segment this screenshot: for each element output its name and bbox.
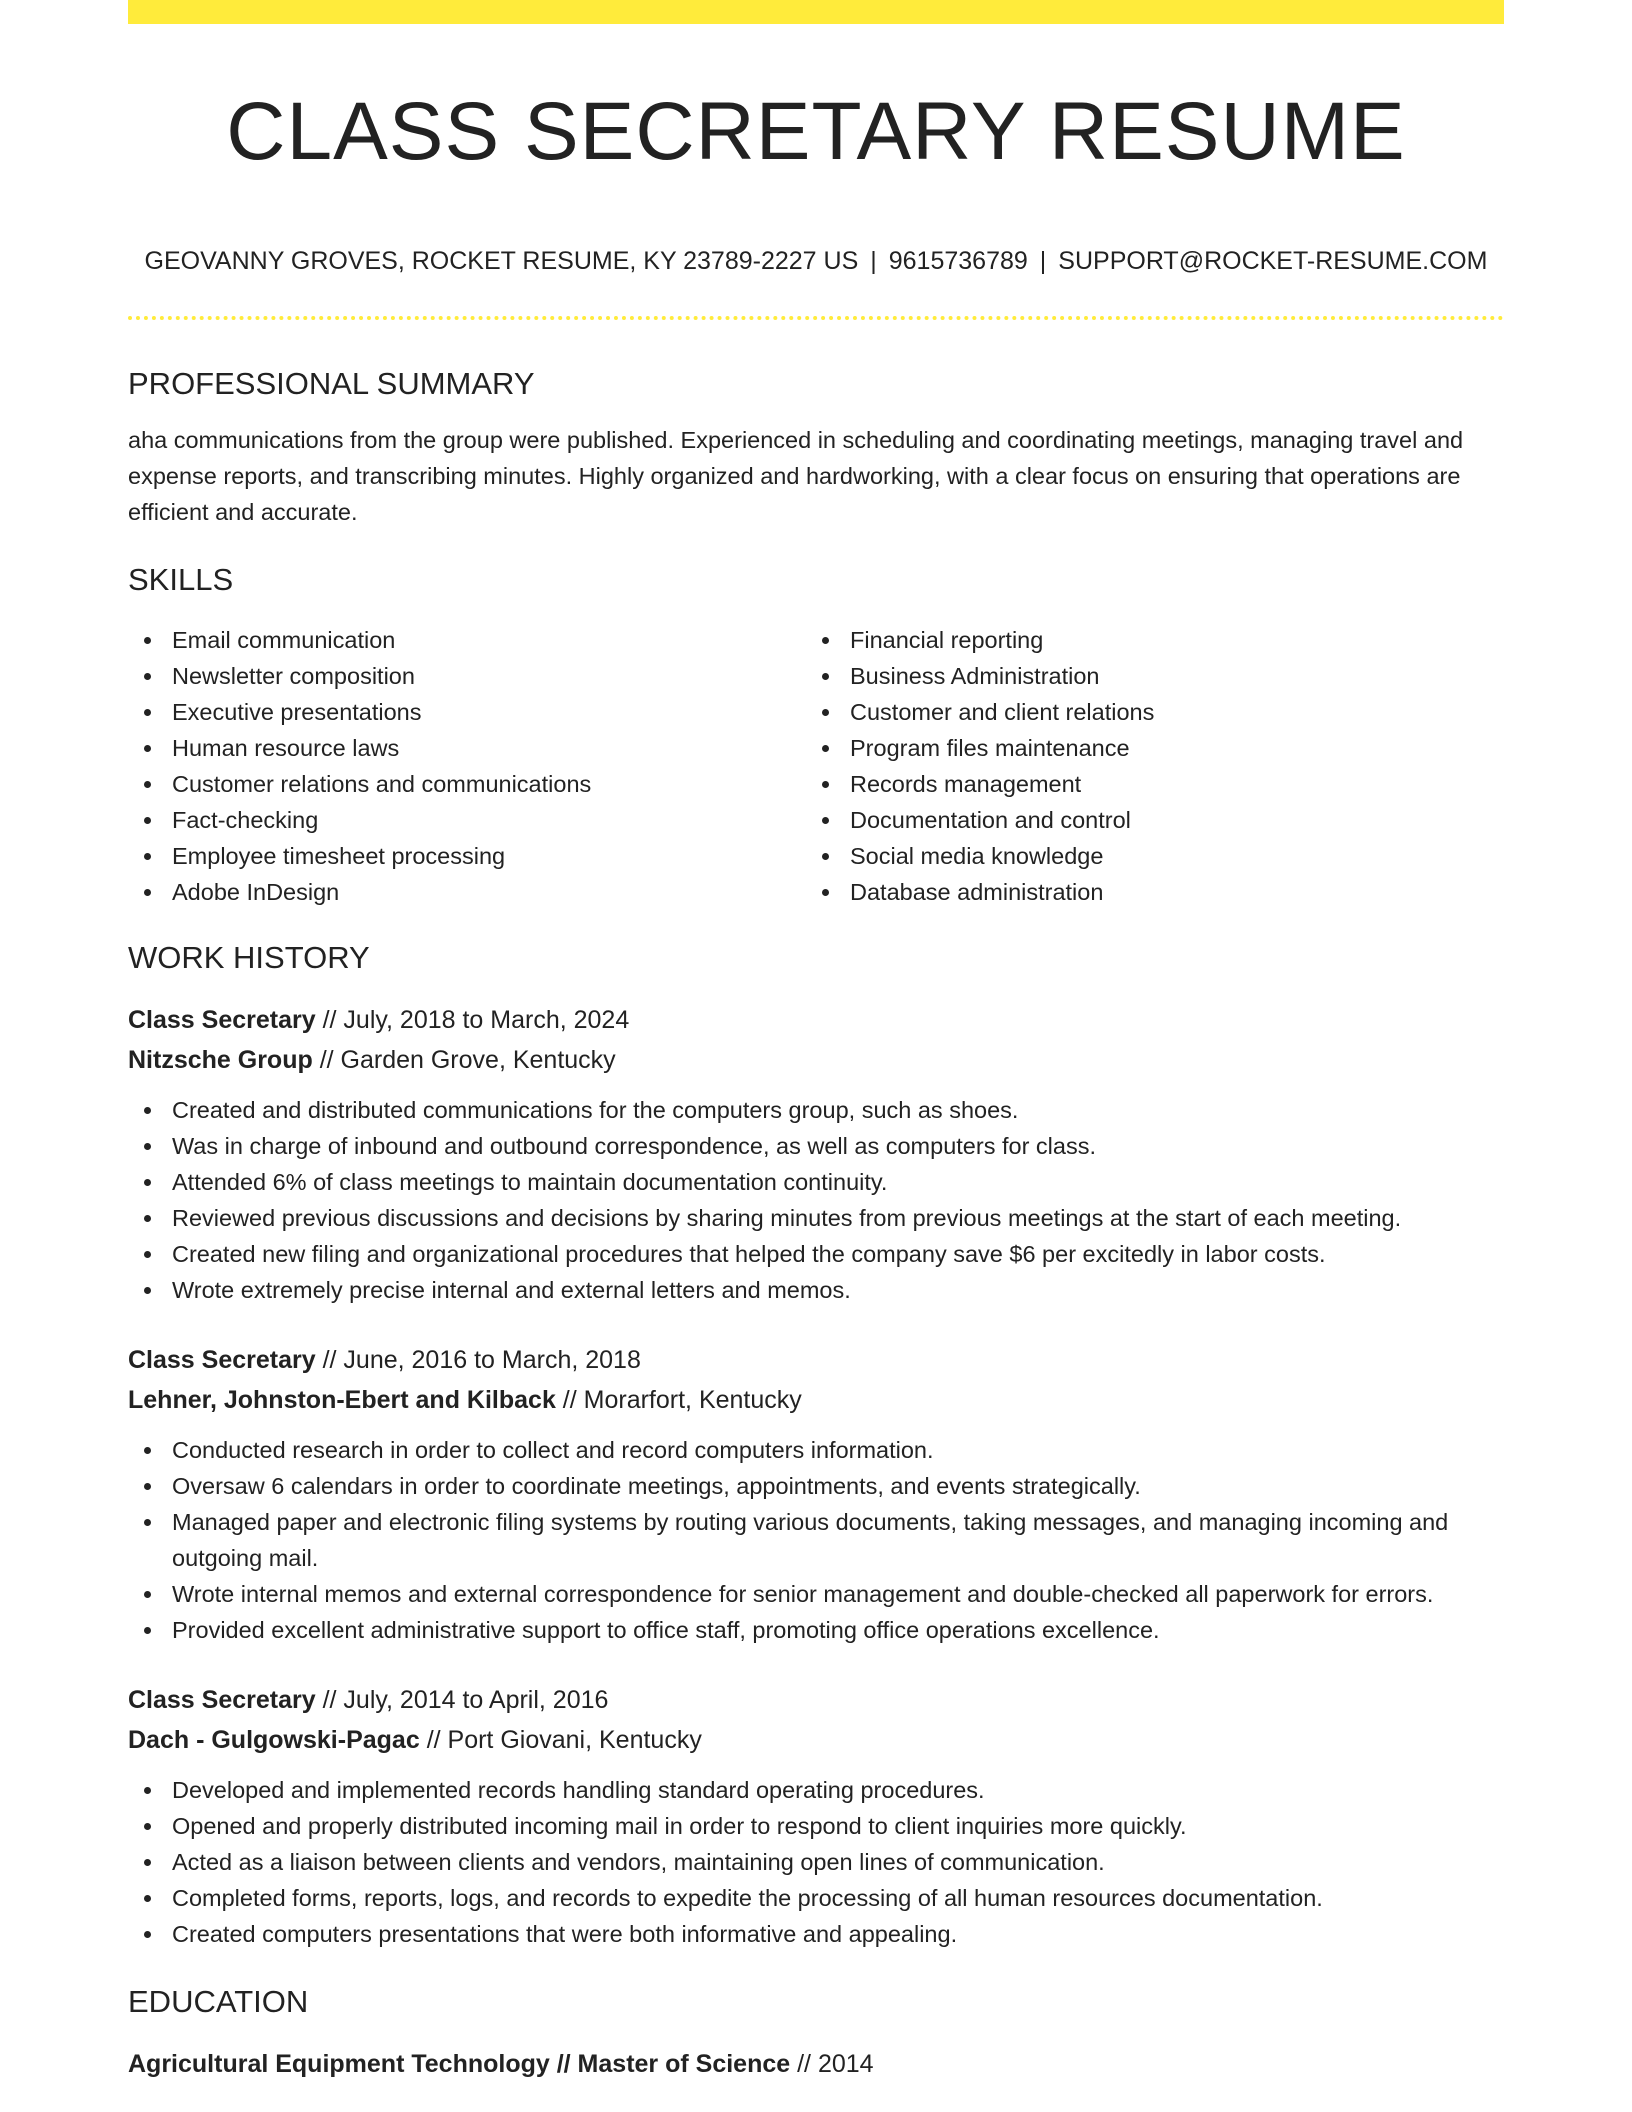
skill-item: Customer and client relations <box>806 694 1504 730</box>
job-duty: Managed paper and electronic filing systems by routing various documents, taking messages, and managing incoming and outgoing mail. <box>128 1504 1504 1576</box>
job-location: // Port Giovani, Kentucky <box>419 1726 702 1754</box>
contact-line <box>128 246 1504 276</box>
job-duty: Developed and implemented records handling standard operating procedures. <box>128 1772 1504 1808</box>
skill-item: Business Administration <box>806 658 1504 694</box>
job-duty: Opened and properly distributed incoming mail in order to respond to client inquiries more quickly. <box>128 1808 1504 1844</box>
job-duty: Created and distributed communications for the computers group, such as shoes. <box>128 1092 1504 1128</box>
skill-item: Human resource laws <box>128 730 806 766</box>
job-duty: Wrote internal memos and external correspondence for senior management and double-checked all paperwork for errors. <box>128 1576 1504 1612</box>
job-title: Class Secretary <box>128 1006 316 1034</box>
job-duty: Reviewed previous discussions and decisions by sharing minutes from previous meetings at the start of each meeting. <box>128 1200 1504 1236</box>
job-location: // Morarfort, Kentucky <box>555 1386 802 1414</box>
skill-item: Social media knowledge <box>806 838 1504 874</box>
job-duty: Created computers presentations that were both informative and appealing. <box>128 1916 1504 1952</box>
education-year: // 2014 <box>790 2050 874 2078</box>
resume-title: CLASS SECRETARY RESUME <box>226 86 1406 177</box>
job-dates: // July, 2018 to March, 2024 <box>315 1006 630 1034</box>
skills-heading: SKILLS <box>128 562 234 597</box>
job-location: // Garden Grove, Kentucky <box>312 1046 616 1074</box>
job-company: Nitzsche Group <box>128 1046 313 1074</box>
dotted-divider <box>128 316 1504 320</box>
summary-text: aha communications from the group were published. Experienced in scheduling and coordinating meetings, managing travel and expense reports, and transcribing minutes. Highly organized and hardworking, with a clear focus on ensuring that operations are efficient and accurate. <box>128 427 1464 525</box>
education-heading: EDUCATION <box>128 1984 309 2019</box>
job-duty: Conducted research in order to collect and record computers information. <box>128 1432 1504 1468</box>
job-entry <box>128 1340 1504 1648</box>
summary-heading: PROFESSIONAL SUMMARY <box>128 366 535 401</box>
job-duty: Acted as a liaison between clients and vendors, maintaining open lines of communication. <box>128 1844 1504 1880</box>
contact-address: GEOVANNY GROVES, ROCKET RESUME, KY 23789-2227 US <box>144 247 859 275</box>
contact-email[interactable]: SUPPORT@ROCKET-RESUME.COM <box>1058 247 1488 275</box>
job-company-line <box>128 1040 1504 1080</box>
job-duties <box>128 1432 1504 1648</box>
job-duty: Oversaw 6 calendars in order to coordinate meetings, appointments, and events strategically. <box>128 1468 1504 1504</box>
skill-item: Email communication <box>128 622 806 658</box>
skill-item: Employee timesheet processing <box>128 838 806 874</box>
contact-separator: | <box>1039 247 1047 275</box>
skill-item: Customer relations and communications <box>128 766 806 802</box>
job-dates: // July, 2014 to April, 2016 <box>315 1686 609 1714</box>
job-title-line <box>128 1000 1504 1040</box>
job-company-line <box>128 1380 1504 1420</box>
skills-column-right <box>806 622 1504 910</box>
skill-item: Adobe InDesign <box>128 874 806 910</box>
education-degree: Agricultural Equipment Technology // Master of Science <box>128 2050 791 2078</box>
skill-item: Database administration <box>806 874 1504 910</box>
job-duties <box>128 1772 1504 1952</box>
top-accent-bar <box>128 0 1504 24</box>
skill-item: Records management <box>806 766 1504 802</box>
job-entry <box>128 1000 1504 1308</box>
skill-item: Fact-checking <box>128 802 806 838</box>
job-title: Class Secretary <box>128 1686 316 1714</box>
job-title-line <box>128 1340 1504 1380</box>
job-company: Lehner, Johnston-Ebert and Kilback <box>128 1386 556 1414</box>
job-title-line <box>128 1680 1504 1720</box>
job-duty: Wrote extremely precise internal and external letters and memos. <box>128 1272 1504 1308</box>
skill-item: Newsletter composition <box>128 658 806 694</box>
education-entry <box>128 2044 1504 2084</box>
job-company-line <box>128 1720 1504 1760</box>
job-entry <box>128 1680 1504 1952</box>
contact-phone[interactable]: 9615736789 <box>888 247 1028 275</box>
job-duty: Was in charge of inbound and outbound correspondence, as well as computers for class. <box>128 1128 1504 1164</box>
skill-item: Executive presentations <box>128 694 806 730</box>
contact-separator: | <box>870 247 877 275</box>
job-duty: Completed forms, reports, logs, and records to expedite the processing of all human resources documentation. <box>128 1880 1504 1916</box>
resume-page <box>128 24 1504 2084</box>
skills-list <box>128 622 1504 910</box>
skill-item: Documentation and control <box>806 802 1504 838</box>
job-duties <box>128 1092 1504 1308</box>
job-duty: Attended 6% of class meetings to maintain documentation continuity. <box>128 1164 1504 1200</box>
skill-item: Financial reporting <box>806 622 1504 658</box>
job-title: Class Secretary <box>128 1346 316 1374</box>
job-duty: Created new filing and organizational procedures that helped the company save $6 per excitedly in labor costs. <box>128 1236 1504 1272</box>
skill-item: Program files maintenance <box>806 730 1504 766</box>
job-duty: Provided excellent administrative support to office staff, promoting office operations excellence. <box>128 1612 1504 1648</box>
job-company: Dach - Gulgowski-Pagac <box>128 1726 420 1754</box>
work-history-heading: WORK HISTORY <box>128 940 370 975</box>
skills-column-left <box>128 622 806 910</box>
job-dates: // June, 2016 to March, 2018 <box>315 1346 641 1374</box>
